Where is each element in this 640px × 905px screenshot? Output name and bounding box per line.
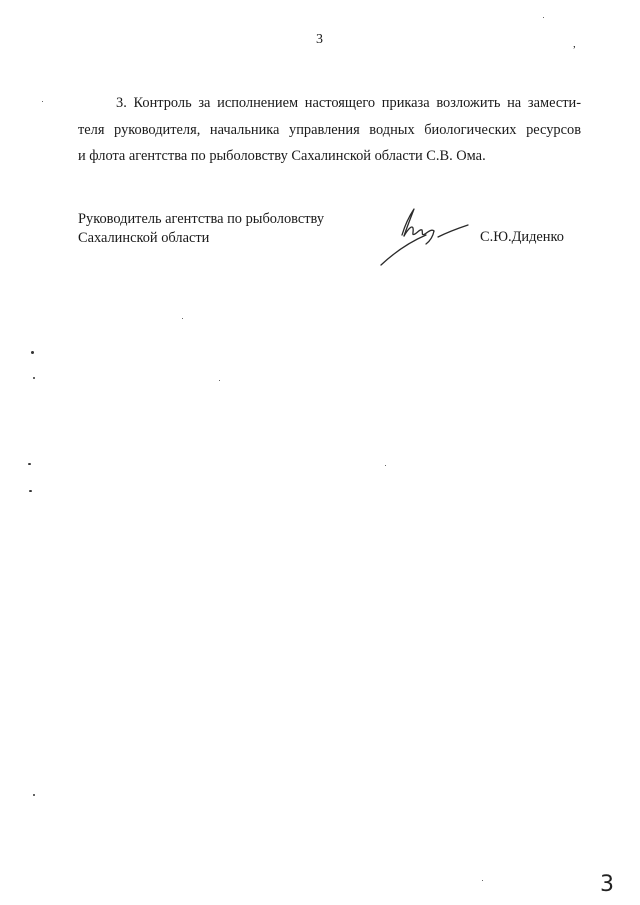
signer-name: С.Ю.Диденко xyxy=(480,229,564,245)
scan-speck xyxy=(28,463,31,465)
scan-speck xyxy=(29,490,32,492)
scan-speck xyxy=(219,380,220,381)
signatory-line: Сахалинской области xyxy=(78,230,210,246)
scan-speck xyxy=(385,465,386,466)
paragraph-line: теля руководителя, начальника управления водных биологических ресурсов xyxy=(78,121,581,138)
signatory-title xyxy=(78,210,324,248)
paragraph-line: 3. Контроль за исполнением настоящего приказа возложить на замести- xyxy=(116,95,581,111)
handwritten-signature xyxy=(378,203,470,267)
scan-speck xyxy=(182,318,183,319)
scan-speck xyxy=(33,377,35,379)
scan-speck xyxy=(482,880,483,881)
page-number: 3 xyxy=(316,32,323,47)
scan-speck xyxy=(31,351,34,354)
paragraph-line: и флота агентства по рыболовству Сахалинской области С.В. Ома. xyxy=(78,148,486,164)
scan-speck xyxy=(42,101,43,102)
scan-speck xyxy=(33,794,35,796)
order-paragraph xyxy=(78,90,581,170)
corner-mark: , xyxy=(573,38,576,50)
signatory-line: Руководитель агентства по рыболовству xyxy=(78,211,325,227)
scan-speck xyxy=(543,17,544,18)
archive-page-number: 3 xyxy=(600,872,614,897)
